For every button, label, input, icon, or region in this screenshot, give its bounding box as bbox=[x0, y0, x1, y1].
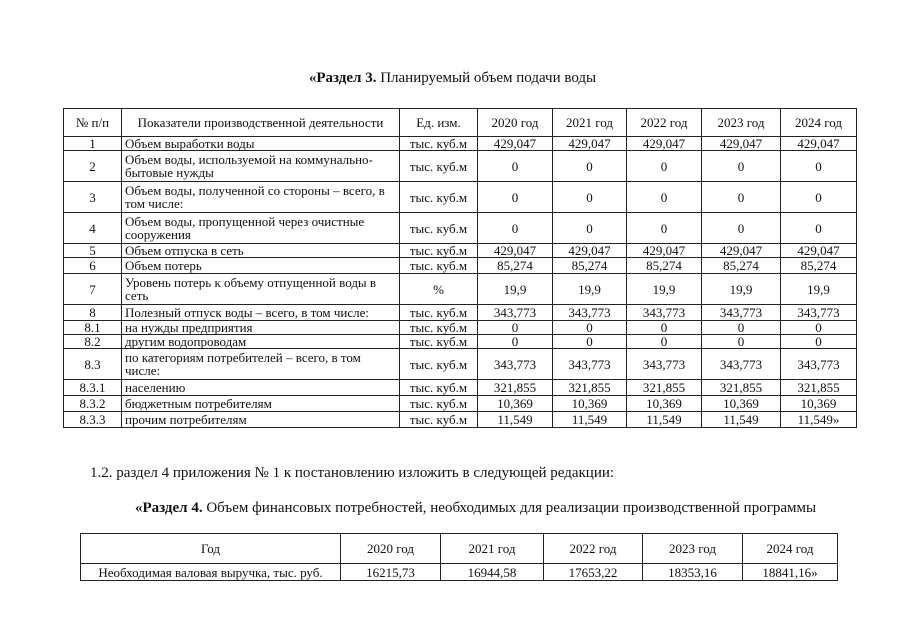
unit-cell: тыс. куб.м bbox=[400, 258, 478, 274]
indicator-name-cell: Объем отпуска в сеть bbox=[122, 244, 400, 258]
row-number-cell: 8.3.2 bbox=[64, 396, 122, 412]
indicator-name-cell: на нужды предприятия bbox=[122, 321, 400, 335]
header-cell: 2021 год bbox=[553, 109, 627, 137]
value-cell: 321,855 bbox=[702, 380, 781, 396]
header-cell: 2023 год bbox=[702, 109, 781, 137]
value-cell: 343,773 bbox=[478, 305, 553, 321]
value-cell: 19,9 bbox=[781, 274, 857, 305]
table-row bbox=[64, 274, 857, 305]
value-cell: 429,047 bbox=[702, 244, 781, 258]
value-cell: 429,047 bbox=[553, 244, 627, 258]
table-row bbox=[64, 305, 857, 321]
value-cell: 10,369 bbox=[627, 396, 702, 412]
unit-cell: тыс. куб.м bbox=[400, 396, 478, 412]
row-number-cell: 8 bbox=[64, 305, 122, 321]
header-cell: 2023 год bbox=[643, 534, 743, 564]
value-cell: 85,274 bbox=[478, 258, 553, 274]
unit-cell: тыс. куб.м bbox=[400, 244, 478, 258]
value-cell: 321,855 bbox=[781, 380, 857, 396]
table-row bbox=[64, 349, 857, 380]
unit-cell: тыс. куб.м bbox=[400, 321, 478, 335]
value-cell: 0 bbox=[553, 335, 627, 349]
unit-cell: тыс. куб.м bbox=[400, 213, 478, 244]
value-cell: 19,9 bbox=[627, 274, 702, 305]
value-cell: 429,047 bbox=[781, 244, 857, 258]
value-cell: 11,549 bbox=[627, 412, 702, 428]
value-cell: 11,549 bbox=[553, 412, 627, 428]
unit-cell: тыс. куб.м bbox=[400, 380, 478, 396]
value-cell: 85,274 bbox=[627, 258, 702, 274]
header-cell: 2021 год bbox=[441, 534, 544, 564]
value-cell: 0 bbox=[781, 151, 857, 182]
section4-title-rest: Объем финансовых потребностей, необходимых для реализации производственной программы bbox=[202, 500, 817, 516]
indicator-name-cell: прочим потребителям bbox=[122, 412, 400, 428]
value-cell: 0 bbox=[627, 213, 702, 244]
section3-title-bold: «Раздел 3. bbox=[308, 70, 377, 86]
value-cell: 0 bbox=[478, 321, 553, 335]
indicator-name-cell: другим водопроводам bbox=[122, 335, 400, 349]
indicator-name-cell: Объем воды, пропущенной через очистные сооружения bbox=[122, 213, 400, 244]
row-number-cell: 5 bbox=[64, 244, 122, 258]
value-cell: 18353,16 bbox=[643, 564, 743, 581]
indicator-name-cell: по категориям потребителей – всего, в том числе: bbox=[122, 349, 400, 380]
value-cell: 19,9 bbox=[553, 274, 627, 305]
value-cell: 18841,16» bbox=[743, 564, 838, 581]
value-cell: 85,274 bbox=[702, 258, 781, 274]
header-cell: № п/п bbox=[64, 109, 122, 137]
value-cell: 0 bbox=[702, 213, 781, 244]
value-cell: 429,047 bbox=[553, 137, 627, 151]
value-cell: 0 bbox=[627, 321, 702, 335]
indicator-name-cell: Объем воды, полученной со стороны – всего, в том числе: bbox=[122, 182, 400, 213]
value-cell: 10,369 bbox=[702, 396, 781, 412]
value-cell: 429,047 bbox=[478, 137, 553, 151]
header-cell: 2022 год bbox=[627, 109, 702, 137]
header-cell: Показатели производственной деятельности bbox=[122, 109, 400, 137]
section3-table-body bbox=[64, 137, 857, 428]
value-cell: 19,9 bbox=[478, 274, 553, 305]
value-cell: 11,549 bbox=[702, 412, 781, 428]
table-row bbox=[64, 335, 857, 349]
indicator-name-cell: Объем потерь bbox=[122, 258, 400, 274]
indicator-name-cell: бюджетным потребителям bbox=[122, 396, 400, 412]
paragraph-1-2: 1.2. раздел 4 приложения № 1 к постановлению изложить в следующей редакции: bbox=[90, 465, 615, 481]
section4-data-row bbox=[81, 564, 838, 581]
section4-table bbox=[80, 533, 838, 581]
table-row bbox=[64, 137, 857, 151]
row-number-cell: 7 bbox=[64, 274, 122, 305]
unit-cell: тыс. куб.м bbox=[400, 305, 478, 321]
value-cell: 0 bbox=[553, 182, 627, 213]
table-row bbox=[64, 213, 857, 244]
value-cell: 0 bbox=[627, 182, 702, 213]
row-label-cell: Необходимая валовая выручка, тыс. руб. bbox=[81, 564, 341, 581]
section4-header-row bbox=[81, 534, 838, 564]
header-cell: 2024 год bbox=[743, 534, 838, 564]
table-row bbox=[64, 412, 857, 428]
table-row bbox=[64, 151, 857, 182]
value-cell: 0 bbox=[478, 335, 553, 349]
row-number-cell: 6 bbox=[64, 258, 122, 274]
table-row bbox=[64, 258, 857, 274]
row-number-cell: 8.2 bbox=[64, 335, 122, 349]
value-cell: 429,047 bbox=[702, 137, 781, 151]
value-cell: 0 bbox=[553, 321, 627, 335]
value-cell: 0 bbox=[553, 151, 627, 182]
section4-title-bold: «Раздел 4. bbox=[135, 500, 203, 516]
indicator-name-cell: Уровень потерь к объему отпущенной воды в сеть bbox=[122, 274, 400, 305]
section3-title bbox=[0, 70, 905, 87]
value-cell: 0 bbox=[702, 335, 781, 349]
table-row bbox=[64, 321, 857, 335]
value-cell: 343,773 bbox=[702, 349, 781, 380]
value-cell: 343,773 bbox=[553, 349, 627, 380]
indicator-name-cell: Объем воды, используемой на коммунально-бытовые нужды bbox=[122, 151, 400, 182]
header-cell: 2024 год bbox=[781, 109, 857, 137]
table-row bbox=[64, 380, 857, 396]
table-row bbox=[64, 182, 857, 213]
value-cell: 429,047 bbox=[627, 137, 702, 151]
value-cell: 0 bbox=[553, 213, 627, 244]
value-cell: 0 bbox=[702, 182, 781, 213]
indicator-name-cell: населению bbox=[122, 380, 400, 396]
value-cell: 0 bbox=[478, 182, 553, 213]
row-number-cell: 8.3.3 bbox=[64, 412, 122, 428]
table-row bbox=[64, 396, 857, 412]
value-cell: 85,274 bbox=[553, 258, 627, 274]
value-cell: 17653,22 bbox=[544, 564, 643, 581]
value-cell: 0 bbox=[781, 182, 857, 213]
value-cell: 10,369 bbox=[781, 396, 857, 412]
section3-header-row bbox=[64, 109, 857, 137]
row-number-cell: 8.3.1 bbox=[64, 380, 122, 396]
value-cell: 343,773 bbox=[627, 305, 702, 321]
value-cell: 10,369 bbox=[478, 396, 553, 412]
section4-title bbox=[135, 500, 816, 517]
unit-cell: тыс. куб.м bbox=[400, 412, 478, 428]
section3-table bbox=[63, 108, 857, 428]
unit-cell: тыс. куб.м bbox=[400, 151, 478, 182]
header-cell: Ед. изм. bbox=[400, 109, 478, 137]
value-cell: 0 bbox=[478, 213, 553, 244]
row-number-cell: 2 bbox=[64, 151, 122, 182]
value-cell: 343,773 bbox=[781, 349, 857, 380]
table-row bbox=[64, 244, 857, 258]
value-cell: 11,549 bbox=[478, 412, 553, 428]
value-cell: 0 bbox=[781, 321, 857, 335]
value-cell: 321,855 bbox=[478, 380, 553, 396]
value-cell: 321,855 bbox=[627, 380, 702, 396]
value-cell: 429,047 bbox=[781, 137, 857, 151]
value-cell: 10,369 bbox=[553, 396, 627, 412]
unit-cell: тыс. куб.м bbox=[400, 335, 478, 349]
value-cell: 0 bbox=[627, 335, 702, 349]
header-cell: Год bbox=[81, 534, 341, 564]
section3-title-rest: Планируемый объем подачи воды bbox=[376, 70, 597, 86]
value-cell: 11,549» bbox=[781, 412, 857, 428]
unit-cell: тыс. куб.м bbox=[400, 349, 478, 380]
unit-cell: % bbox=[400, 274, 478, 305]
value-cell: 0 bbox=[702, 151, 781, 182]
header-cell: 2020 год bbox=[478, 109, 553, 137]
header-cell: 2022 год bbox=[544, 534, 643, 564]
value-cell: 321,855 bbox=[553, 380, 627, 396]
value-cell: 19,9 bbox=[702, 274, 781, 305]
value-cell: 0 bbox=[781, 213, 857, 244]
value-cell: 343,773 bbox=[478, 349, 553, 380]
row-number-cell: 1 bbox=[64, 137, 122, 151]
value-cell: 0 bbox=[627, 151, 702, 182]
row-number-cell: 4 bbox=[64, 213, 122, 244]
indicator-name-cell: Объем выработки воды bbox=[122, 137, 400, 151]
row-number-cell: 8.3 bbox=[64, 349, 122, 380]
unit-cell: тыс. куб.м bbox=[400, 137, 478, 151]
value-cell: 85,274 bbox=[781, 258, 857, 274]
value-cell: 0 bbox=[702, 321, 781, 335]
value-cell: 343,773 bbox=[702, 305, 781, 321]
indicator-name-cell: Полезный отпуск воды – всего, в том числе: bbox=[122, 305, 400, 321]
row-number-cell: 3 bbox=[64, 182, 122, 213]
value-cell: 0 bbox=[478, 151, 553, 182]
value-cell: 429,047 bbox=[478, 244, 553, 258]
value-cell: 0 bbox=[781, 335, 857, 349]
value-cell: 343,773 bbox=[781, 305, 857, 321]
header-cell: 2020 год bbox=[341, 534, 441, 564]
row-number-cell: 8.1 bbox=[64, 321, 122, 335]
value-cell: 343,773 bbox=[627, 349, 702, 380]
unit-cell: тыс. куб.м bbox=[400, 182, 478, 213]
value-cell: 16215,73 bbox=[341, 564, 441, 581]
value-cell: 16944,58 bbox=[441, 564, 544, 581]
value-cell: 343,773 bbox=[553, 305, 627, 321]
value-cell: 429,047 bbox=[627, 244, 702, 258]
